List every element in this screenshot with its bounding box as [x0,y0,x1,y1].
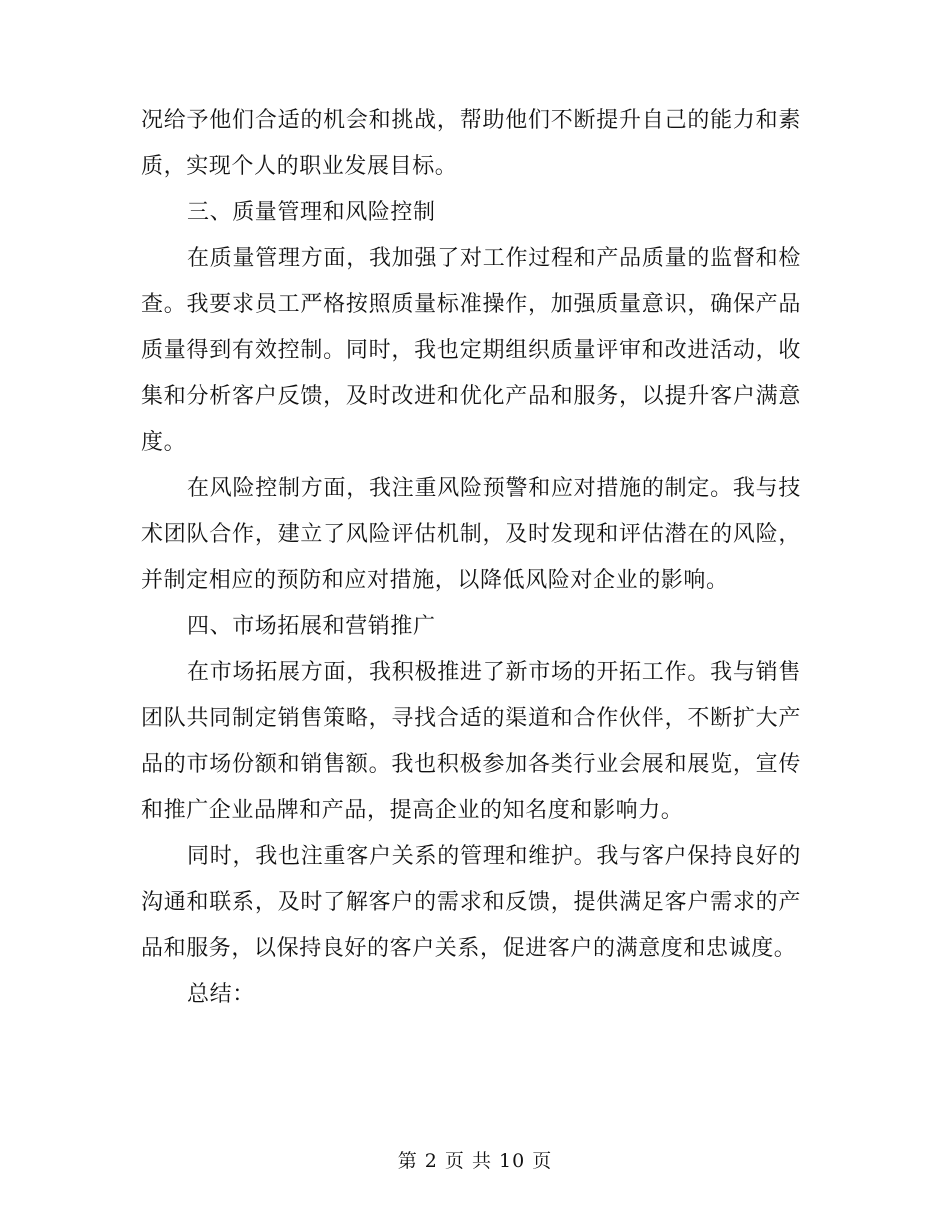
summary-heading: 总结： [187,982,255,1007]
paragraph-customer-relations: 同时，我也注重客户关系的管理和维护。我与客户保持良好的沟通和联系，及时了解客户的需求和反馈，提供满足客户需求的产品和服务，以保持良好的客户关系，促进客户的满意度和忠诚度。 [141,844,801,961]
section-heading-market-marketing: 四、市场拓展和营销推广 [187,614,436,639]
paragraph-quality-management: 在质量管理方面，我加强了对工作过程和产品质量的监督和检查。我要求员工严格按照质量标准操作，加强质量意识，确保产品质量得到有效控制。同时，我也定期组织质量评审和改进活动，收集和分析客户反馈，及时改进和优化产品和服务，以提升客户满意度。 [141,246,801,455]
document-body [141,98,801,1018]
section-heading-quality-risk: 三、质量管理和风险控制 [187,200,436,225]
paragraph-risk-control: 在风险控制方面，我注重风险预警和应对措施的制定。我与技术团队合作，建立了风险评估机制，及时发现和评估潜在的风险，并制定相应的预防和应对措施，以降低风险对企业的影响。 [141,476,801,593]
paragraph-continuation: 况给予他们合适的机会和挑战，帮助他们不断提升自己的能力和素质，实现个人的职业发展目标。 [141,108,801,179]
paragraph-market-expansion: 在市场拓展方面，我积极推进了新市场的开拓工作。我与销售团队共同制定销售策略，寻找合适的渠道和合作伙伴，不断扩大产品的市场份额和销售额。我也积极参加各类行业会展和展览，宣传和推广企业品牌和产品，提高企业的知名度和影响力。 [141,660,801,823]
page-number-footer: 第 2 页 共 10 页 [397,1150,553,1172]
